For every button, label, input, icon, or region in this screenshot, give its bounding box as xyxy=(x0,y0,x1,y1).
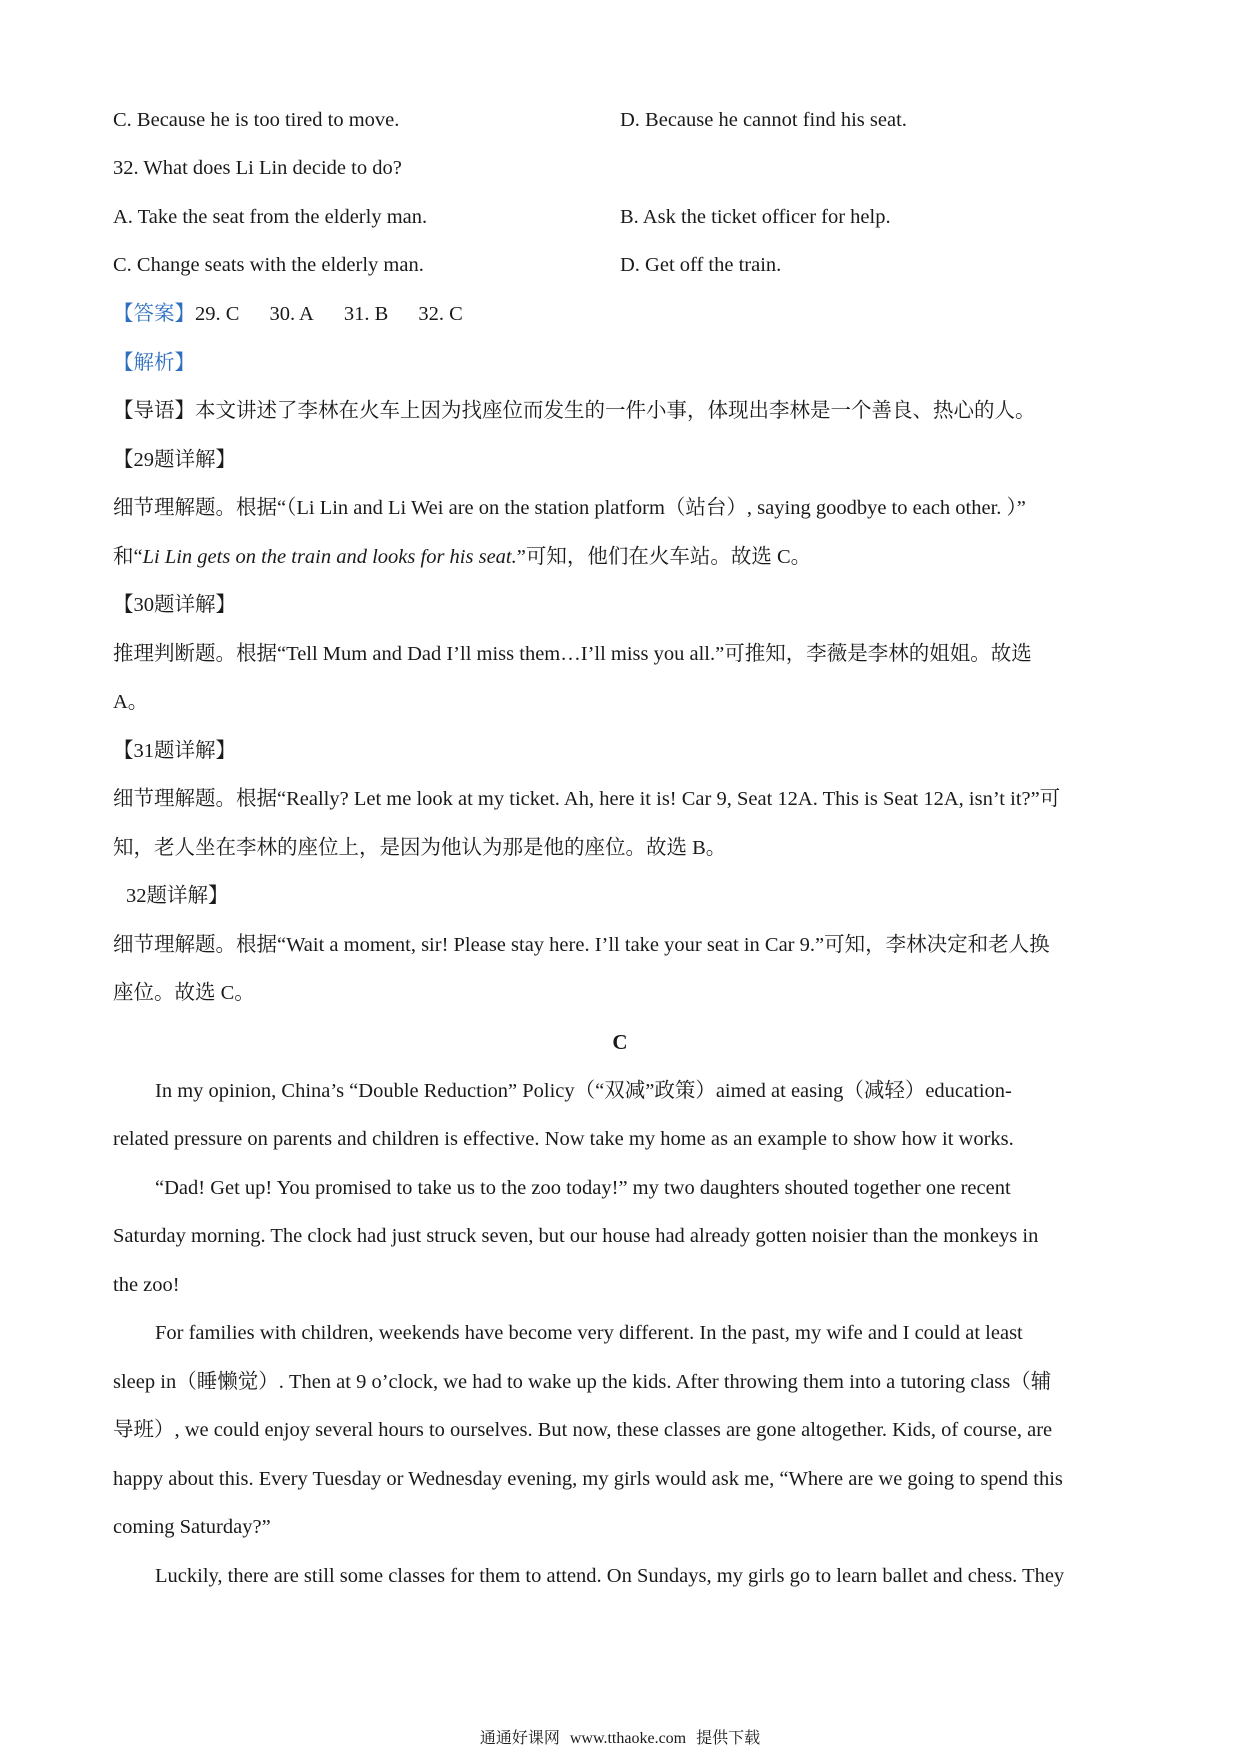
passage-p2-line-1: “Dad! Get up! You promised to take us to the zoo today!” my two daughters shouted together one recent xyxy=(155,1177,1011,1199)
answer-label: 【答案】 xyxy=(113,303,195,325)
passage-p1-line-1: In my opinion, China’s “Double Reduction” Policy（“双减”政策）aimed at easing（减轻）education- xyxy=(155,1080,1012,1102)
q31-line-2: 知，老人坐在李林的座位上，是因为他认为那是他的座位。故选 B。 xyxy=(113,837,727,859)
analysis-intro: 【导语】本文讲述了李林在火车上因为找座位而发生的一件小事，体现出李林是一个善良、热心的人。 xyxy=(113,400,1036,422)
passage-p3-line-1: For families with children, weekends have become very different. In the past, my wife and I could at least xyxy=(155,1322,1023,1344)
answer-line xyxy=(113,300,463,328)
answer-29: 29. C xyxy=(195,303,240,325)
answer-30: 30. A xyxy=(269,303,314,325)
q32-line-1: 细节理解题。根据“Wait a moment, sir! Please stay here. I’ll take your seat in Car 9.”可知，李林决定和老人换 xyxy=(113,934,1050,956)
passage-p4-line-1: Luckily, there are still some classes for them to attend. On Sundays, my girls go to learn ballet and chess. They xyxy=(155,1565,1065,1587)
analysis-label: 【解析】 xyxy=(113,352,195,374)
passage-p3-line-5: coming Saturday?” xyxy=(113,1516,271,1538)
q32-line-2: 座位。故选 C。 xyxy=(113,982,255,1004)
passage-p3-line-2: sleep in（睡懒觉）. Then at 9 o’clock, we had to wake up the kids. After throwing them into a tutoring class（辅 xyxy=(113,1371,1052,1393)
section-heading: C xyxy=(612,1030,628,1054)
q30-heading: 【30题详解】 xyxy=(113,594,236,616)
q31-line-1: 细节理解题。根据“Really? Let me look at my ticket. Ah, here it is! Car 9, Seat 12A. This is Seat 12A, isn’t it?”可 xyxy=(113,788,1061,810)
q32-option-c: C. Change seats with the elderly man. xyxy=(113,254,424,276)
passage-p3-line-4: happy about this. Every Tuesday or Wednesday evening, my girls would ask me, “Where are we going to spend this xyxy=(113,1468,1063,1490)
footer-url[interactable]: www.tthaoke.com xyxy=(569,1730,687,1747)
q32-option-d: D. Get off the train. xyxy=(620,254,782,276)
q32-heading: 32题详解】 xyxy=(126,885,229,907)
footer-site-name: 通通好课网 xyxy=(479,1730,560,1747)
option-c-prev: C. Because he is too tired to move. xyxy=(113,109,400,131)
q29-quote: Li Lin gets on the train and looks for his seat. xyxy=(142,546,517,568)
passage-p2-line-2: Saturday morning. The clock had just struck seven, but our house had already gotten noisier than the monkeys in xyxy=(113,1225,1039,1247)
q29-line-1: 细节理解题。根据“（Li Lin and Li Wei are on the station platform（站台）, saying goodbye to each other. ）” xyxy=(113,497,1026,519)
q30-line-1: 推理判断题。根据“Tell Mum and Dad I’ll miss them…I’ll miss you all.”可推知，李薇是李林的姐姐。故选 xyxy=(113,643,1032,665)
page-footer xyxy=(0,1728,1240,1750)
answer-31: 31. B xyxy=(343,303,389,325)
option-d-prev: D. Because he cannot find his seat. xyxy=(620,109,907,131)
answer-32: 32. C xyxy=(418,303,463,325)
q30-line-2: A。 xyxy=(113,691,149,713)
passage-p2-line-3: the zoo! xyxy=(113,1274,180,1296)
q32-option-b: B. Ask the ticket officer for help. xyxy=(620,206,891,228)
passage-p3-line-3: 导班）, we could enjoy several hours to ourselves. But now, these classes are gone altogether. Kids, of course, are xyxy=(113,1419,1053,1441)
q32-option-a: A. Take the seat from the elderly man. xyxy=(113,206,428,228)
q31-heading: 【31题详解】 xyxy=(113,740,236,762)
q29-line-2: 和“Li Lin gets on the train and looks for his seat.”可知，他们在火车站。故选 C。 xyxy=(113,546,812,568)
q29-heading: 【29题详解】 xyxy=(113,449,236,471)
footer-note: 提供下载 xyxy=(696,1730,761,1747)
question-32: 32. What does Li Lin decide to do? xyxy=(113,157,402,179)
passage-p1-line-2: related pressure on parents and children is effective. Now take my home as an example to show how it works. xyxy=(113,1128,1014,1150)
